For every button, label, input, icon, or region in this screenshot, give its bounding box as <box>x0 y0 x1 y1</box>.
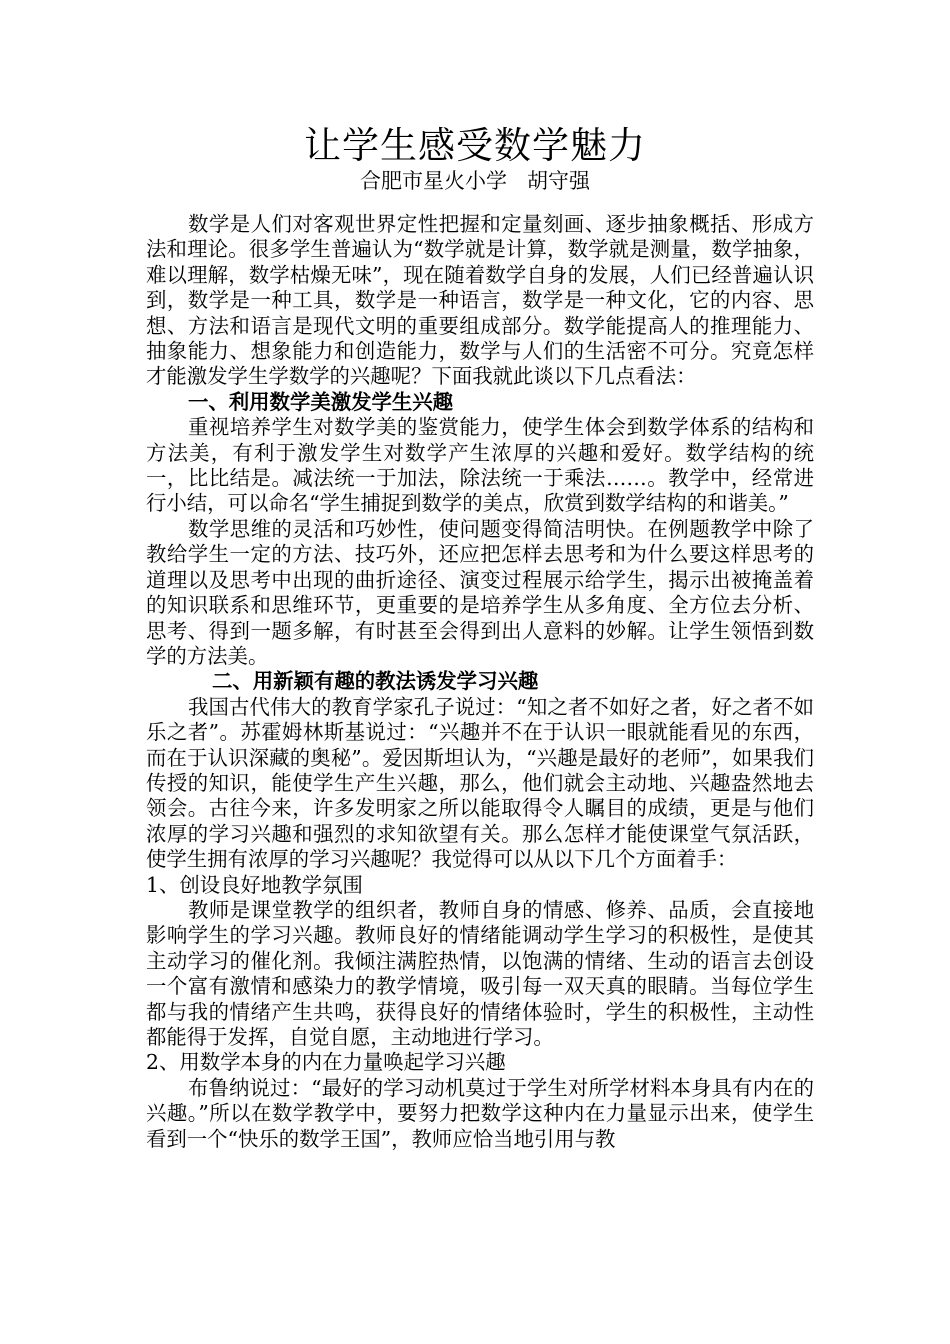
paragraph: 我国古代伟大的教育学家孔子说过：“知之者不如好之者，好之者不如乐之者”。苏霍姆林斯基说过：“兴趣并不在于认识一眼就能看见的东西，而在于认识深藏的奥秘”。爱因斯坦认为，“兴趣是最好的老师”，如果我们传授的知识，能使学生产生兴趣，那么，他们就会主动地、兴趣盎然地去领会。古往今来，许多发明家之所以能取得令人瞩目的成绩，更是与他们浓厚的学习兴趣和强烈的求知欲望有关。那么怎样才能使课堂气氛活跃，使学生拥有浓厚的学习兴趣呢？我觉得可以从以下几个方面着手： <box>146 694 814 872</box>
paragraph: 教师是课堂教学的组织者，教师自身的情感、修养、品质，会直接地影响学生的学习兴趣。教师良好的情绪能调动学生学习的积极性，是使其主动学习的催化剂。我倾注满腔热情，以饱满的情绪、生动的语言去创设一个富有激情和感染力的教学情境，吸引每一双天真的眼睛。当每位学生都与我的情绪产生共鸣，获得良好的情绪体验时，学生的积极性，主动性都能得于发挥，自觉自愿，主动地进行学习。 <box>146 897 814 1049</box>
paragraph: 数学思维的灵活和巧妙性，使问题变得简洁明快。在例题教学中除了教给学生一定的方法、技巧外，还应把怎样去思考和为什么要这样思考的道理以及思考中出现的曲折途径、演变过程展示给学生，揭示出被掩盖着的知识联系和思维环节，更重要的是培养学生从多角度、全方位去分析、思考、得到一题多解，有时甚至会得到出人意料的妙解。让学生领悟到数学的方法美。 <box>146 516 814 668</box>
paragraph-intro: 数学是人们对客观世界定性把握和定量刻画、逐步抽象概括、形成方法和理论。很多学生普遍认为“数学就是计算，数学就是测量，数学抽象，难以理解，数学枯燥无味”，现在随着数学自身的发展，人们已经普遍认识到，数学是一种工具，数学是一种语言，数学是一种文化，它的内容、思想、方法和语言是现代文明的重要组成部分。数学能提高人的推理能力、抽象能力、想象能力和创造能力，数学与人们的生活密不可分。究竟怎样才能激发学生学数学的兴趣呢？下面我就此谈以下几点看法： <box>146 212 814 389</box>
subheading-2: 2、用数学本身的内在力量唤起学习兴趣 <box>146 1050 506 1075</box>
section-heading-1: 一、利用数学美激发学生兴趣 <box>188 389 454 414</box>
document-title: 让学生感受数学魅力 <box>304 124 646 167</box>
subheading-1: 1、创设良好地教学氛围 <box>146 872 363 897</box>
paragraph: 布鲁纳说过：“最好的学习动机莫过于学生对所学材料本身具有内在的兴趣。”所以在数学教学中，要努力把数学这种内在力量显示出来，使学生看到一个“快乐的数学王国”，教师应恰当地引用与教 <box>146 1075 814 1151</box>
section-heading-2: 二、用新颖有趣的教法诱发学习兴趣 <box>212 669 539 694</box>
paragraph: 重视培养学生对数学美的鉴赏能力，使学生体会到数学体系的结构和方法美，有利于激发学生对数学产生浓厚的兴趣和爱好。数学结构的统一，比比结是。减法统一于加法，除法统一于乘法……。教学中，经常进行小结，可以命名“学生捕捉到数学的美点，欣赏到数学结构的和谐美。” <box>146 415 814 516</box>
document-body <box>146 212 814 1152</box>
document-author: 合肥市星火小学 胡守强 <box>359 169 591 193</box>
